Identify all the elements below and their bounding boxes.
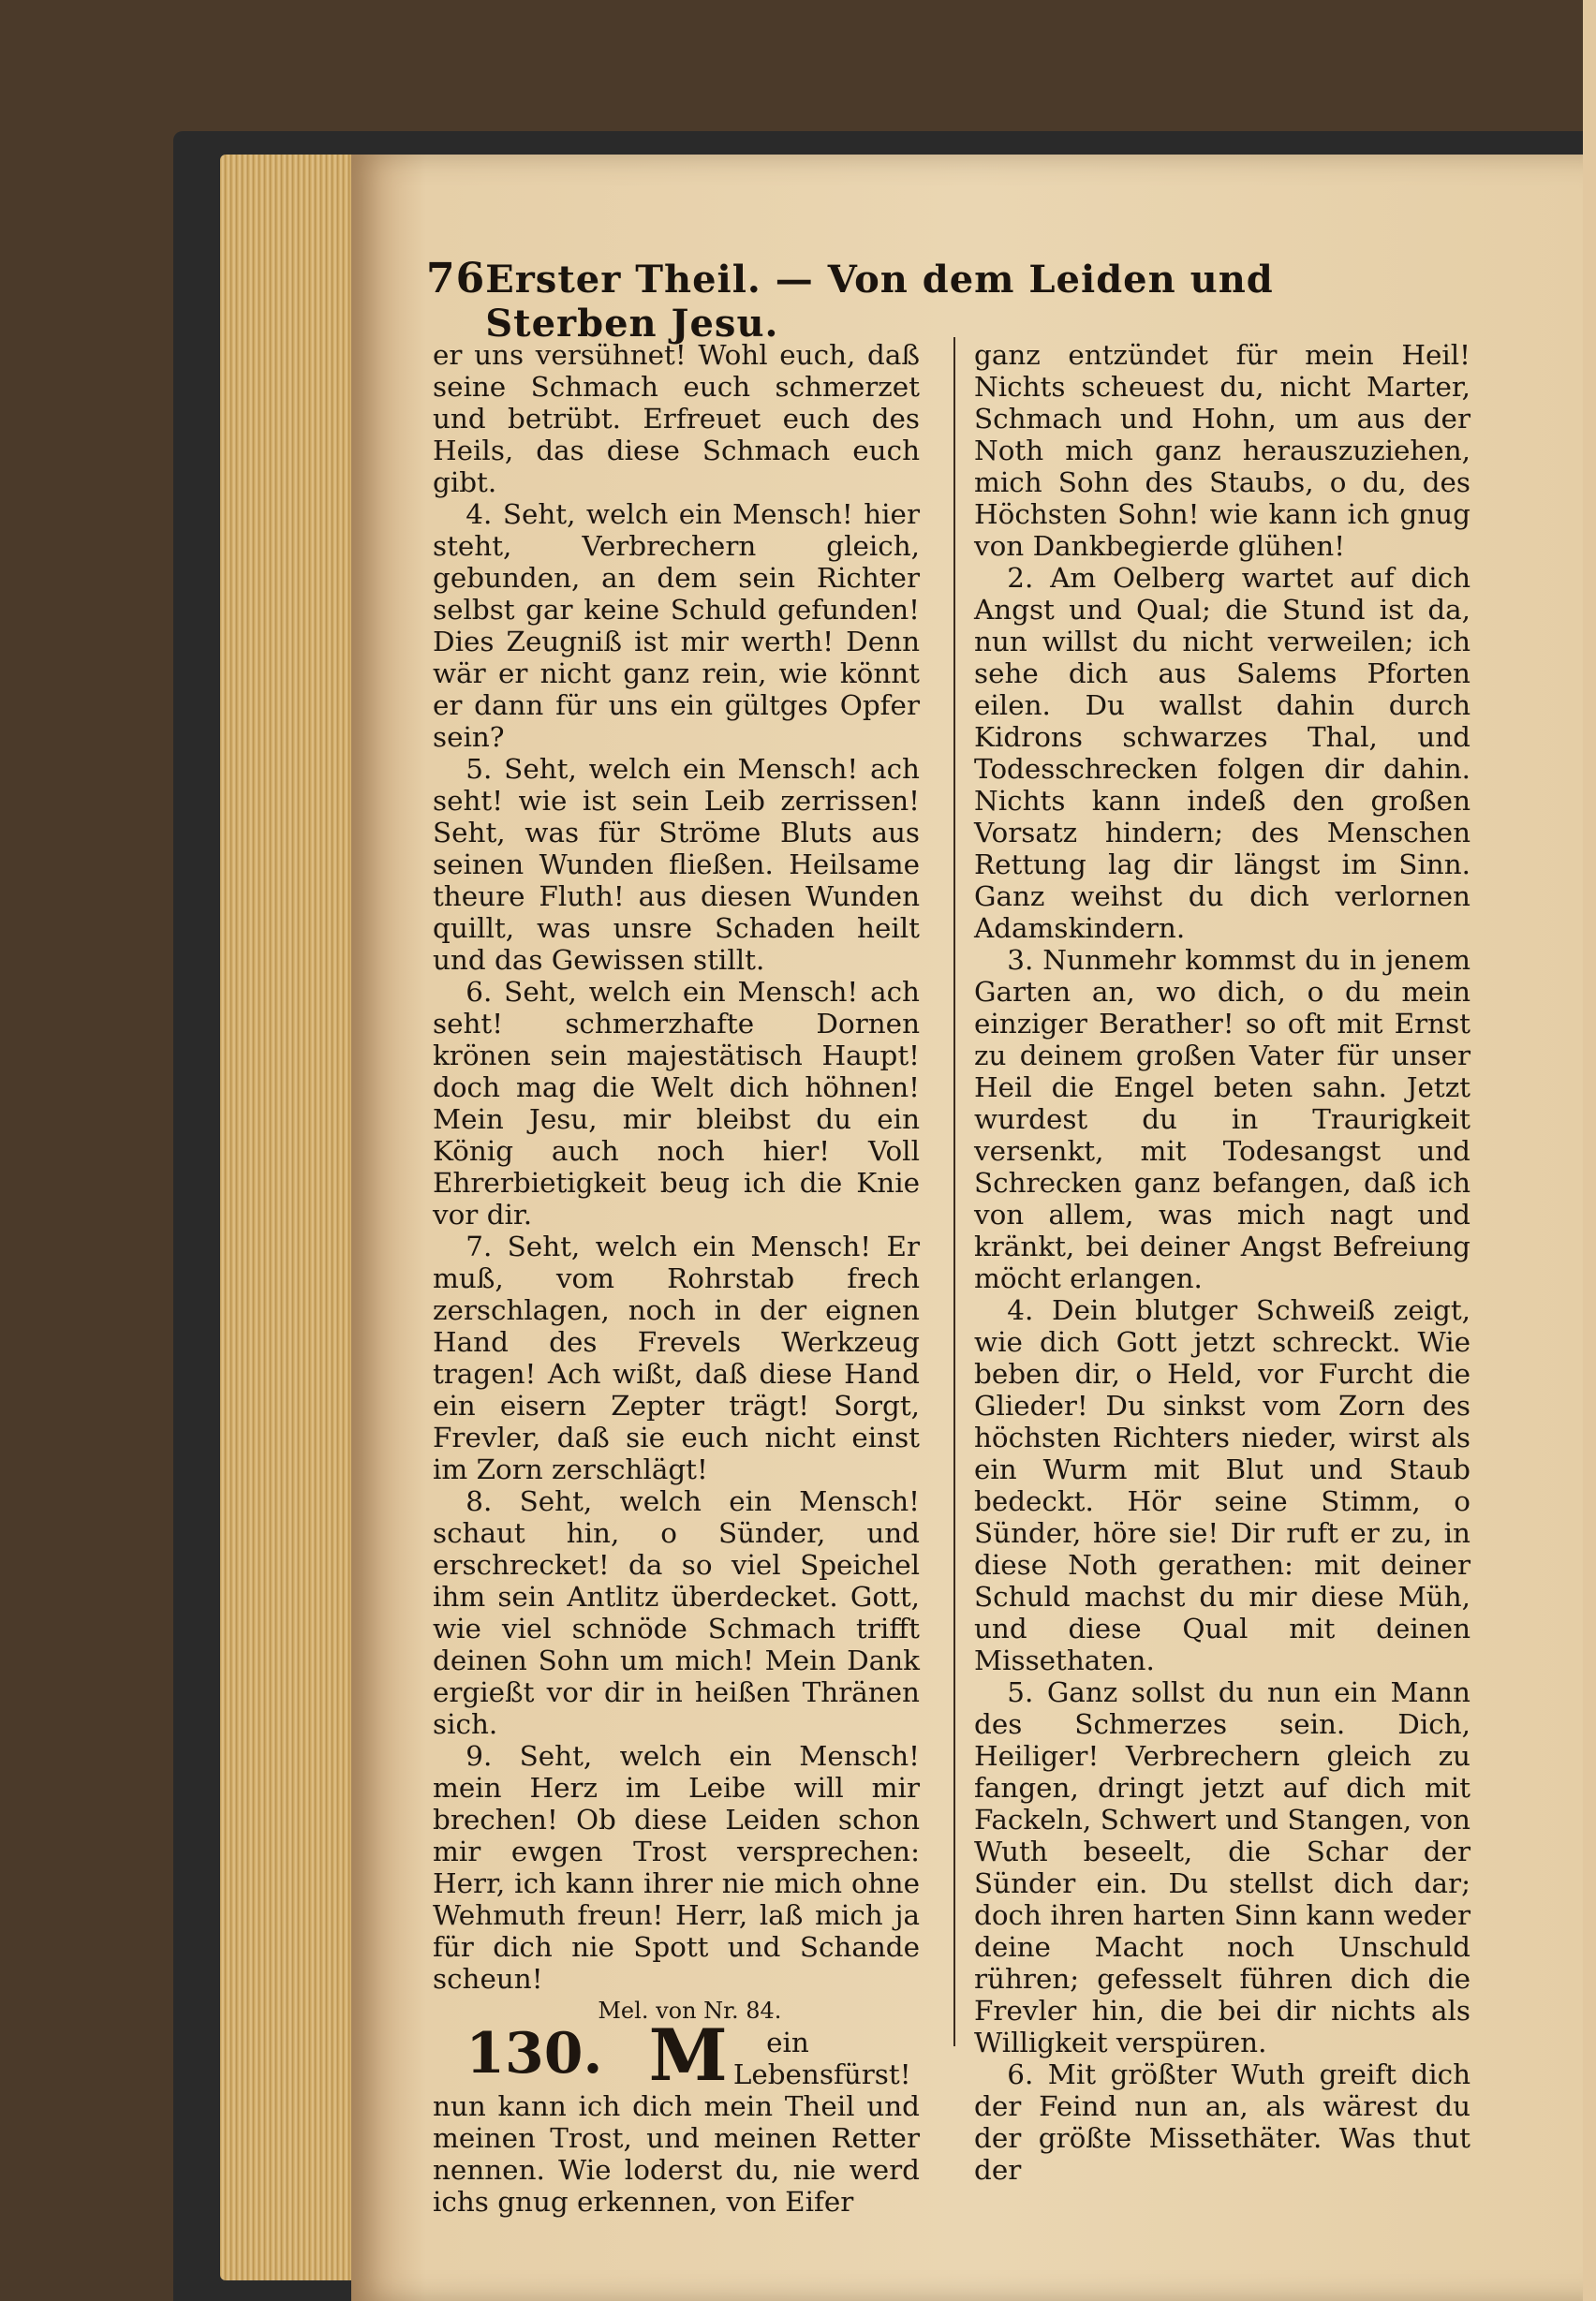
running-title: Erster Theil. — Von dem Leiden und Sterben Jesu. [485,258,1274,346]
paragraph: 4. Dein blutger Schweiß zeigt, wie dich Gott jetzt schreckt. Wie beben dir, o Held, vor Furcht die Glieder! Du sinkst vom Zorn des höchsten Richters nieder, wirst als ein Wurm mit Blut und Staub bedeckt. Hör seine Stimm, o Sünder, höre sie! Dir ruft er zu, in diese Noth gerathen: mit deiner Schuld machst du mir diese Müh, und diese Qual mit deinen Missethaten. [974,1294,1470,1676]
paragraph: 2. Am Oelberg wartet auf dich Angst und Qual; die Stund ist da, nun willst du nicht verweilen; ich sehe dich aus Salems Pforten eilen. Du wallst dahin durch Kidrons schwarzes Thal, und Todesschrecken folgen dir dahin. Nichts kann indeß den großen Vorsatz hindern; des Menschen Rettung lag dir längst im Sinn. Ganz weihst du dich verlornen Adamskindern. [974,562,1470,944]
paragraph: er uns versühnet! Wohl euch, daß seine Schmach euch schmerzet und betrübt. Erfreuet euch des Heils, das diese Schmach euch gibt. [433,339,920,498]
drop-cap: M [648,2013,728,2097]
hymn-text: ein Lebensfürst! nun kann ich dich mein Theil und meinen Trost, und meinen Retter nennen. Wie loderst du, nie werd ichs gnug erkennen, von Eifer [433,2027,920,2218]
paragraph: 7. Seht, welch ein Mensch! Er muß, vom Rohrstab frech zerschlagen, noch in der eignen Hand des Frevels Werkzeug tragen! Ach wißt, daß diese Hand ein eisern Zepter trägt! Sorgt, Frevler, daß sie euch nicht einst im Zorn zerschlägt! [433,1231,920,1485]
paragraph: 9. Seht, welch ein Mensch! mein Herz im Leibe will mir brechen! Ob diese Leiden schon mir ewgen Trost versprechen: Herr, ich kann ihrer nie mich ohne Wehmuth freun! Herr, laß mich ja für dich nie Spott und Schande scheun! [433,1740,920,1995]
melody-reference: Mel. von Nr. 84. [598,1998,782,2024]
page-edges [220,155,361,2280]
paragraph: 4. Seht, welch ein Mensch! hier steht, Verbrechern gleich, gebunden, an dem sein Richter selbst gar keine Schuld gefunden! Dies Zeugniß ist mir werth! Denn wär er nicht ganz rein, wie könnt er dann für uns ein gültges Opfer sein? [433,498,920,753]
page-number: 76 [426,255,486,302]
page-header [426,255,1396,346]
right-column [974,339,1470,2186]
hymn-130 [433,2013,920,2218]
paragraph: 6. Mit größter Wuth greift dich der Feind nun an, als wärest du der größte Missethäter. Was thut der [974,2058,1470,2186]
page-right-edge [1583,0,1596,2301]
paragraph: 5. Seht, welch ein Mensch! ach seht! wie ist sein Leib zerrissen! Seht, was für Ströme Bluts aus seinen Wunden fließen. Heilsame theure Fluth! aus diesen Wunden quillt, was unsre Schaden heilt und das Gewissen stillt. [433,753,920,976]
paragraph: ganz entzündet für mein Heil! Nichts scheuest du, nicht Marter, Schmach und Hohn, um aus der Noth mich ganz herauszuziehen, mich Sohn des Staubs, o du, des Höchsten Sohn! wie kann ich gnug von Dankbegierde glühen! [974,339,1470,562]
paragraph: 6. Seht, welch ein Mensch! ach seht! schmerzhafte Dornen krönen sein majestätisch Haupt! doch mag die Welt dich höhnen! Mein Jesu, mir bleibst du ein König auch noch hier! Voll Ehrerbietigkeit beug ich die Knie vor dir. [433,976,920,1231]
hymn-number: 130. [466,2021,603,2087]
column-divider [953,337,955,2046]
left-column [433,339,920,2218]
paragraph: 8. Seht, welch ein Mensch! schaut hin, o Sünder, und erschrecket! da so viel Speichel ihm sein Antlitz überdecket. Gott, wie viel schnöde Schmach trifft deinen Sohn um mich! Mein Dank ergießt vor dir in heißen Thränen sich. [433,1485,920,1740]
paragraph: 3. Nunmehr kommst du in jenem Garten an, wo dich, o du mein einziger Berather! so oft mit Ernst zu deinem großen Vater für unser Heil die Engel beten sahn. Jetzt wurdest du in Traurigkeit versenkt, mit Todesangst und Schrecken ganz befangen, daß ich von allem, was mich nagt und kränkt, bei deiner Angst Befreiung möcht erlangen. [974,944,1470,1294]
paragraph: 5. Ganz sollst du nun ein Mann des Schmerzes sein. Dich, Heiliger! Verbrechern gleich zu fangen, dringt jetzt auf dich mit Fackeln, Schwert und Stangen, von Wuth beseelt, die Schar der Sünder ein. Du stellst dich dar; doch ihren harten Sinn kann weder deine Macht noch Unschuld rühren; gefesselt führen dich die Frevler hin, die bei dir nichts als Willigkeit verspüren. [974,1676,1470,2058]
